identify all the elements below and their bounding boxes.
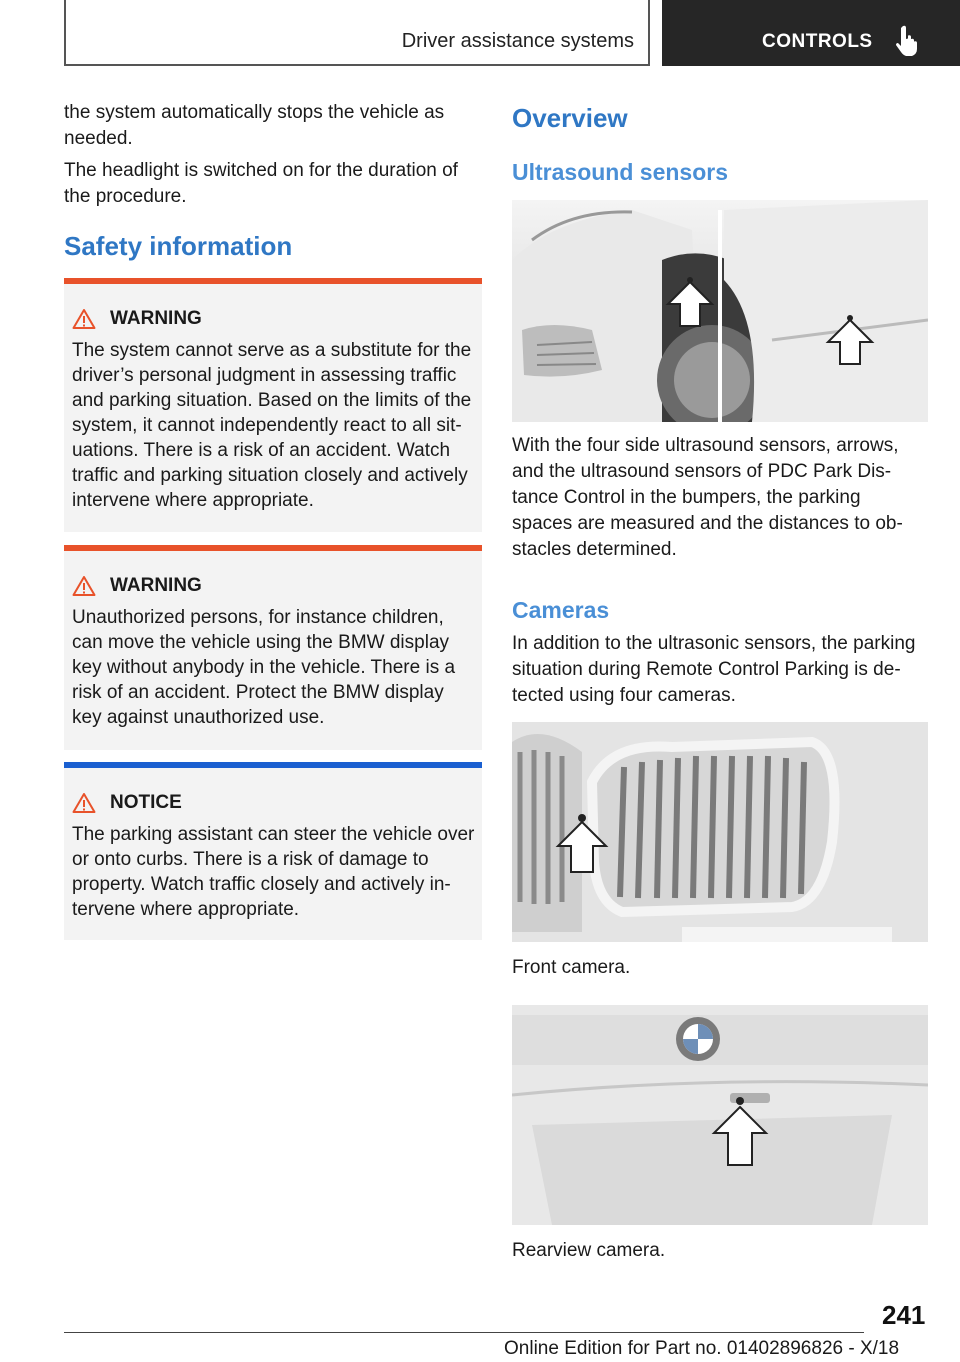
chapter-title: Driver assistance systems (401, 30, 634, 52)
warning-triangle-icon (72, 308, 96, 330)
ultrasound-sensors-image (512, 200, 928, 422)
warning-box-1 (64, 278, 482, 532)
rearview-camera-caption: Rearview camera. (512, 1240, 666, 1261)
warning-bar (64, 278, 482, 284)
front-camera-caption: Front camera. (512, 957, 631, 978)
left-column (64, 100, 482, 262)
warning-label: WARNING (110, 308, 202, 329)
intro-paragraph-1: the system automatically stops the vehicle as needed. (64, 102, 445, 149)
notice-text: The parking assistant can steer the vehicle over or onto curbs. There is a risk of damage to property. Watch traffic closely and actively intervene where appropriate. (72, 824, 475, 920)
cameras-heading: Cameras (512, 597, 610, 623)
edition-footer: Online Edition for Part no. 01402896826 - X/18 (504, 1338, 900, 1359)
warning-bar (64, 545, 482, 551)
car-front-side-illustration (512, 200, 928, 422)
warning-text: The system cannot serve as a substitute for the driver’s personal judgment in assessing traffic and parking situation. Based on the limits of the system, it cannot independently react to all situations. There is a risk of an accident. Watch traffic and parking situation closely and actively intervene where appropriate. (72, 340, 472, 511)
warning-triangle-icon (72, 575, 96, 597)
cameras-text: In addition to the ultrasonic sensors, the parking situation during Remote Control Parking is detected using four cameras. (512, 633, 916, 706)
warning-triangle-icon (72, 792, 96, 814)
bmw-logo (676, 1017, 720, 1061)
header-chapter-box (64, 0, 650, 66)
notice-bar (64, 762, 482, 768)
header-section-tab (662, 0, 960, 66)
front-camera-image (512, 722, 928, 942)
overview-heading: Overview (512, 103, 628, 133)
rearview-camera-image (512, 1005, 928, 1225)
warning-label: WARNING (110, 575, 202, 596)
notice-label: NOTICE (110, 792, 182, 813)
kidney-grille-illustration (512, 722, 928, 942)
footer-divider (64, 1332, 864, 1333)
intro-paragraph-2: The headlight is switched on for the duration of the procedure. (64, 160, 458, 207)
trunk-lid-illustration (512, 1005, 928, 1225)
ultrasound-sensors-heading: Ultrasound sensors (512, 159, 728, 185)
section-title: CONTROLS (762, 31, 873, 52)
page-number: 241 (882, 1300, 926, 1330)
warning-box-2 (64, 545, 482, 750)
warning-text: Unauthorized persons, for instance children, can move the vehicle using the BMW display key without anybody in the vehicle. There is a risk of an accident. Protect the BMW display key against unauthorized use. (72, 607, 456, 728)
hand-pointer-icon (894, 24, 924, 56)
notice-box (64, 762, 482, 940)
safety-information-heading: Safety information (64, 231, 293, 261)
ultrasound-sensors-text: With the four side ultrasound sensors, arrows, and the ultrasound sensors of PDC Park Distance Control in the bumpers, the parking spaces are measured and the distances to obstacles determined. (512, 435, 903, 560)
